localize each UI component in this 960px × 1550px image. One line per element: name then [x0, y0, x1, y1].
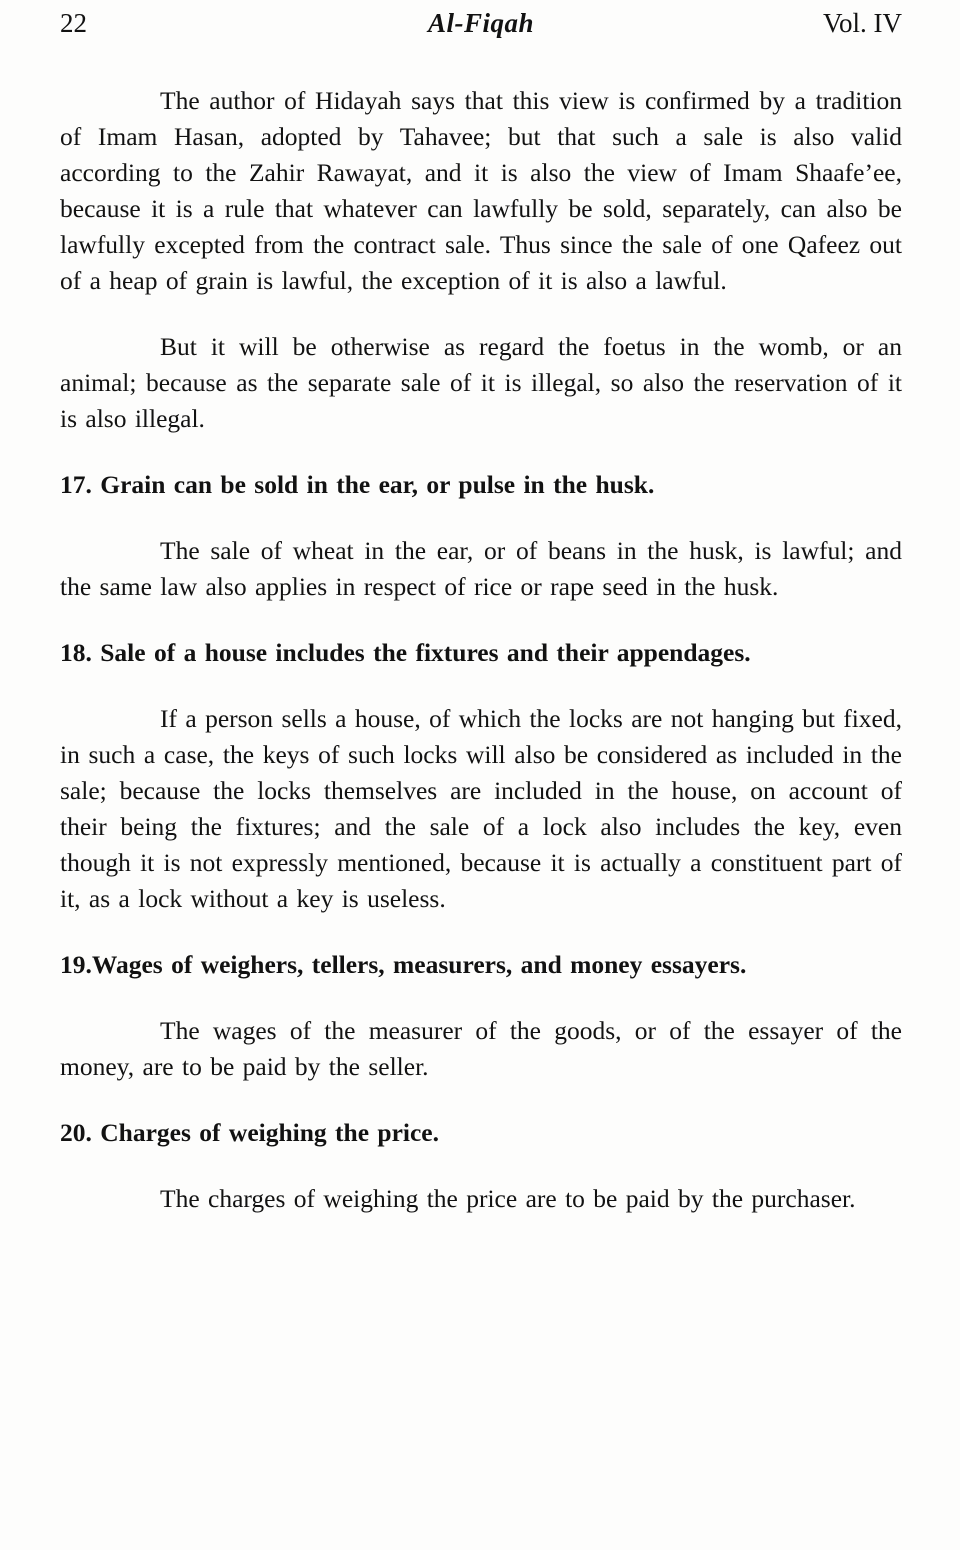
paragraph-section-17: The sale of wheat in the ear, or of beans in the husk, is lawful; and the same law also applies in respect of rice or rape seed in the husk.: [60, 536, 902, 601]
section-heading-17: 17. Grain can be sold in the ear, or pulse in the husk.: [60, 470, 655, 499]
section-heading-19: 19.Wages of weighers, tellers, measurers, and money essayers.: [60, 950, 747, 979]
book-title: Al-Fiqah: [427, 8, 535, 38]
paragraph-hidayah: The author of Hidayah says that this view is confirmed by a tradition of Imam Hasan, adopted by Tahavee; but that such a sale is also valid according to the Zahir Rawayat, and it is also the view of Imam Shaafe’ee, because it is a rule that whatever can lawfully be sold, separately, can also be lawfully excepted from the contract sale. Thus since the sale of one Qafeez out of a heap of grain is lawful, the exception of it is also a lawful.: [60, 86, 902, 295]
paragraph-section-19: The wages of the measurer of the goods, or of the essayer of the money, are to be paid by the seller.: [60, 1016, 902, 1081]
page-header: [60, 8, 902, 39]
page-number: 22: [60, 8, 87, 38]
paragraph-section-20: The charges of weighing the price are to be paid by the purchaser.: [160, 1184, 856, 1213]
paragraph-section-18: If a person sells a house, of which the locks are not hanging but fixed, in such a case, the keys of such locks will also be considered as included in the sale; because the locks themselves are included in the house, on account of their being the fixtures; and the sale of a lock also includes the key, even though it is not expressly mentioned, because it is actually a constituent part of it, as a lock without a key is useless.: [60, 704, 902, 913]
paragraph-foetus: But it will be otherwise as regard the foetus in the womb, or an animal; because as the separate sale of it is illegal, so also the reservation of it is also illegal.: [60, 332, 902, 433]
page-body: [60, 83, 902, 1217]
volume-label: Vol. IV: [822, 8, 902, 38]
section-heading-20: 20. Charges of weighing the price.: [60, 1118, 440, 1147]
section-heading-18: 18. Sale of a house includes the fixtures and their appendages.: [60, 638, 751, 667]
